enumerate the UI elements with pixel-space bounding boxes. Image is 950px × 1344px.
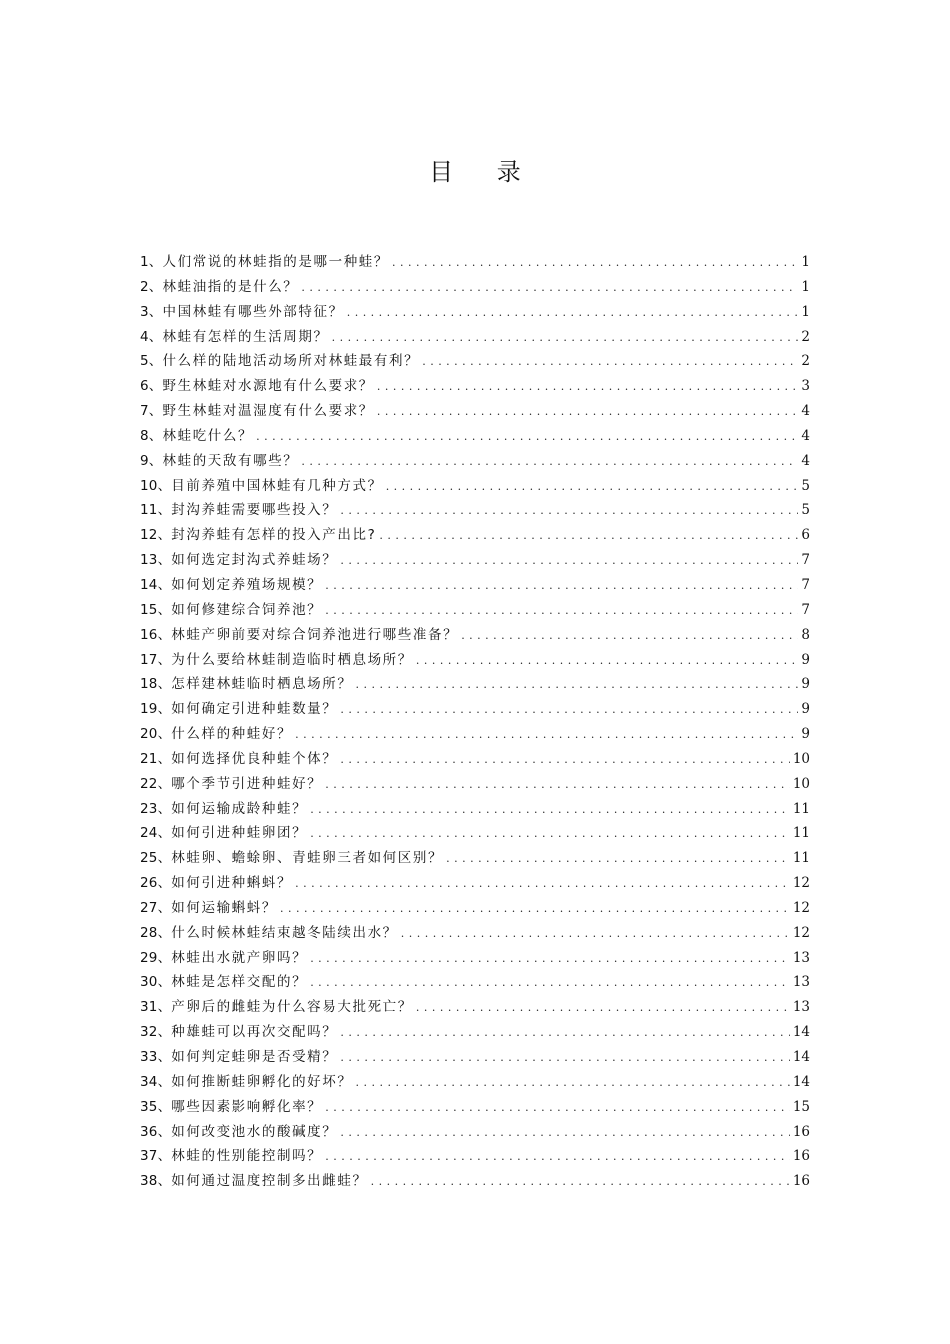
toc-entry-title: 为什么要给林蛙制造临时栖息场所？ [171,651,413,668]
toc-entry[interactable] [140,648,810,673]
toc-dot-leader [256,424,798,450]
toc-dot-leader [379,523,798,549]
toc-entry-number: 8、 [140,427,163,444]
toc-entry-title: 如何划定养殖场规模？ [171,576,323,593]
toc-dot-leader [325,573,798,599]
toc-entry-title: 人们常说的林蛙指的是哪一种蛙？ [162,254,389,270]
toc-page-number: 12 [792,899,810,916]
toc-page-number: 3 [801,378,810,395]
toc-entry-number: 24、 [140,825,172,842]
toc-entry-number: 11、 [140,502,172,519]
toc-page-number: 11 [792,800,810,817]
toc-page-number: 10 [792,750,810,767]
toc-dot-leader [340,747,789,773]
toc-entry-number: 15、 [140,601,172,618]
toc-page-number: 1 [801,254,810,270]
toc-entry[interactable] [140,275,810,300]
toc-entry-number: 12、 [140,527,172,544]
toc-entry[interactable] [140,325,810,350]
toc-entry[interactable] [140,573,810,598]
toc-entry-number: 9、 [140,452,163,469]
toc-entry[interactable] [140,772,810,797]
toc-entry-number: 13、 [140,552,172,569]
toc-entry-number: 33、 [140,1049,172,1065]
toc-dot-leader [325,1144,790,1170]
toc-dot-leader [310,970,790,996]
toc-entry[interactable] [140,697,810,722]
toc-entry[interactable] [140,399,810,424]
toc-page-number: 14 [792,1073,810,1090]
toc-page-number: 14 [792,1049,810,1065]
page-title: 目 录 [429,158,539,186]
toc-dot-leader [310,821,790,847]
toc-page-number: 2 [801,328,810,345]
toc-dot-leader [295,871,790,897]
toc-entry-title: 林蛙的性别能控制吗？ [171,1148,323,1165]
toc-dot-leader [301,275,798,301]
toc-page-number: 1 [801,278,810,295]
toc-dot-leader [416,995,790,1021]
toc-entry-title: 如何改变池水的酸碱度？ [171,1123,338,1140]
toc-entry-number: 23、 [140,800,172,817]
toc-dot-leader [340,1020,789,1046]
toc-dot-leader [355,672,798,698]
toc-dot-leader [386,474,799,500]
toc-entry-number: 2、 [140,278,163,295]
toc-page-number: 9 [801,701,810,718]
toc-entry-number: 22、 [140,775,172,792]
toc-entry-number: 31、 [140,999,172,1016]
toc-entry-number: 18、 [140,676,172,693]
toc-entry[interactable] [140,374,810,399]
toc-entry-title: 什么时候林蛙结束越冬陆续出水？ [171,924,398,941]
toc-entry-number: 26、 [140,875,172,892]
toc-entry-title: 如何运输成龄种蛙？ [171,800,308,817]
toc-dot-leader [325,772,790,798]
toc-dot-leader [355,1070,789,1096]
toc-entry-number: 27、 [140,899,172,916]
toc-entry-title: 如何运输蝌蚪？ [171,899,277,916]
toc-page-number: 13 [792,949,810,966]
toc-entry-number: 17、 [140,651,172,668]
toc-entry-title: 封沟养蛙需要哪些投入？ [171,502,338,519]
toc-entry-title: 林蛙油指的是什么？ [162,278,299,295]
toc-page-number: 5 [801,502,810,519]
toc-entry[interactable] [140,424,810,449]
toc-page-number: 16 [792,1123,810,1140]
toc-entry-title: 林蛙的天敌有哪些？ [162,452,299,469]
toc-entry-title: 哪些因素影响孵化率？ [171,1098,323,1115]
toc-page-number: 16 [792,1148,810,1165]
toc-page-number: 9 [801,726,810,743]
toc-entry-title: 封沟养蛙有怎样的投入产出比? [171,527,377,544]
toc-dot-leader [280,896,790,922]
toc-page-number: 8 [801,626,810,643]
toc-entry-title: 怎样建林蛙临时栖息场所？ [171,676,353,693]
toc-entry[interactable] [140,846,810,871]
toc-entry-number: 30、 [140,974,172,991]
toc-entry-title: 如何推断蛙卵孵化的好坏？ [171,1073,353,1090]
toc-entry-title: 林蛙产卵前要对综合饲养池进行哪些准备？ [171,626,459,643]
toc-entry[interactable] [140,1144,810,1169]
toc-page-number: 14 [792,1024,810,1041]
toc-entry-number: 4、 [140,328,163,345]
toc-page-number: 1 [801,303,810,320]
toc-page-number: 11 [792,850,810,867]
toc-dot-leader [401,921,790,947]
toc-entry-number: 19、 [140,701,172,718]
toc-entry-title: 如何引进种蛙卵团？ [171,825,308,842]
toc-entry-title: 林蛙有怎样的生活周期？ [162,328,329,345]
toc-entry[interactable] [140,995,810,1020]
toc-entry-title: 如何选定封沟式养蛙场？ [171,552,338,569]
toc-entry[interactable] [140,1045,810,1070]
toc-dot-leader [377,399,799,425]
toc-page-number: 4 [801,403,810,420]
toc-entry-number: 20、 [140,726,172,743]
toc-dot-leader [340,1120,789,1146]
toc-entry[interactable] [140,300,810,325]
toc-entry-number: 21、 [140,750,172,767]
toc-entry[interactable] [140,250,810,275]
toc-entry-title: 种雄蛙可以再次交配吗？ [171,1024,338,1041]
toc-entry-number: 25、 [140,850,172,867]
toc-entry-number: 32、 [140,1024,172,1041]
toc-page-number: 7 [801,576,810,593]
toc-entry-number: 38、 [140,1173,172,1190]
toc-entry-title: 如何确定引进种蛙数量？ [171,701,338,718]
toc-entry-number: 5、 [140,353,163,370]
toc-entry[interactable] [140,921,810,946]
toc-entry[interactable] [140,871,810,896]
toc-entry-title: 如何判定蛙卵是否受精？ [171,1049,338,1065]
toc-dot-leader [332,325,799,351]
toc-entry-title: 如何引进种蝌蚪？ [171,875,293,892]
toc-page-number: 9 [801,651,810,668]
toc-page-number: 11 [792,825,810,842]
toc-dot-leader [340,697,798,723]
toc-entry-title: 中国林蛙有哪些外部特征？ [162,303,344,320]
toc-dot-leader [340,548,798,574]
toc-entry-title: 什么样的陆地活动场所对林蛙最有利？ [162,353,420,370]
toc-entry-title: 林蛙是怎样交配的？ [171,974,308,991]
toc-entry[interactable] [140,1169,810,1194]
toc-entry-number: 16、 [140,626,172,643]
toc-entry-number: 3、 [140,303,163,320]
toc-entry-number: 35、 [140,1098,172,1115]
toc-entry[interactable] [140,797,810,822]
toc-page-number: 7 [801,601,810,618]
toc-entry[interactable] [140,1095,810,1120]
toc-entry-title: 如何选择优良种蛙个体？ [171,750,338,767]
toc-page-number: 12 [792,875,810,892]
toc-page-number: 6 [801,527,810,544]
toc-entry-number: 36、 [140,1123,172,1140]
toc-dot-leader [371,1169,790,1195]
toc-entry-title: 产卵后的雌蛙为什么容易大批死亡？ [171,999,413,1016]
toc-page-number: 9 [801,676,810,693]
toc-dot-leader [340,498,798,524]
toc-page-number: 12 [792,924,810,941]
toc-entry[interactable] [140,449,810,474]
toc-dot-leader [446,846,790,872]
toc-dot-leader [416,648,799,674]
toc-entry-title: 什么样的种蛙好？ [171,726,293,743]
toc-dot-leader [461,623,798,649]
toc-entry-number: 14、 [140,576,172,593]
toc-page-number: 7 [801,552,810,569]
toc-entry-number: 10、 [140,477,172,494]
toc-entry[interactable] [140,722,810,747]
toc-page-number: 4 [801,427,810,444]
toc-page-number: 10 [792,775,810,792]
toc-entry-number: 28、 [140,924,172,941]
toc-dot-leader [325,598,798,624]
toc-page-number: 15 [792,1098,810,1115]
table-of-contents [140,250,810,1194]
toc-entry-number: 29、 [140,949,172,966]
toc-entry[interactable] [140,747,810,772]
toc-entry[interactable] [140,1070,810,1095]
toc-dot-leader [340,1045,789,1071]
toc-entry-title: 如何通过温度控制多出雌蛙？ [171,1173,368,1190]
toc-entry[interactable] [140,498,810,523]
toc-entry[interactable] [140,946,810,971]
toc-entry[interactable] [140,1020,810,1045]
toc-entry-title: 目前养殖中国林蛙有几种方式？ [171,477,383,494]
toc-entry-title: 林蛙出水就产卵吗？ [171,949,308,966]
toc-entry[interactable] [140,1120,810,1145]
toc-entry-title: 野生林蛙对水源地有什么要求？ [162,378,374,395]
toc-dot-leader [301,449,798,475]
toc-dot-leader [377,374,799,400]
toc-entry-title: 哪个季节引进种蛙好？ [171,775,323,792]
toc-page-number: 16 [792,1173,810,1190]
toc-page-number: 13 [792,999,810,1016]
toc-dot-leader [422,349,798,375]
toc-dot-leader [295,722,798,748]
toc-entry[interactable] [140,523,810,548]
toc-dot-leader [310,797,790,823]
toc-entry-title: 林蛙吃什么？ [162,427,254,444]
toc-entry-number: 1、 [140,254,163,270]
toc-entry-number: 7、 [140,403,163,420]
toc-page-number: 4 [801,452,810,469]
toc-entry[interactable] [140,349,810,374]
toc-entry[interactable] [140,548,810,573]
toc-entry[interactable] [140,598,810,623]
toc-entry-title: 林蛙卵、蟾蜍卵、青蛙卵三者如何区别？ [171,850,444,867]
toc-page-number: 13 [792,974,810,991]
toc-entry-number: 34、 [140,1073,172,1090]
toc-entry-title: 如何修建综合饲养池？ [171,601,323,618]
toc-dot-leader [347,300,799,326]
toc-dot-leader [325,1095,790,1121]
toc-entry[interactable] [140,896,810,921]
toc-dot-leader [310,946,790,972]
toc-entry-number: 6、 [140,378,163,395]
toc-entry[interactable] [140,474,810,499]
toc-entry[interactable] [140,970,810,995]
toc-entry[interactable] [140,623,810,648]
toc-page-number: 5 [801,477,810,494]
toc-page-number: 2 [801,353,810,370]
toc-entry-title: 野生林蛙对温湿度有什么要求？ [162,403,374,420]
toc-dot-leader [392,250,798,276]
toc-entry-number: 37、 [140,1148,172,1165]
toc-entry[interactable] [140,821,810,846]
toc-entry[interactable] [140,672,810,697]
